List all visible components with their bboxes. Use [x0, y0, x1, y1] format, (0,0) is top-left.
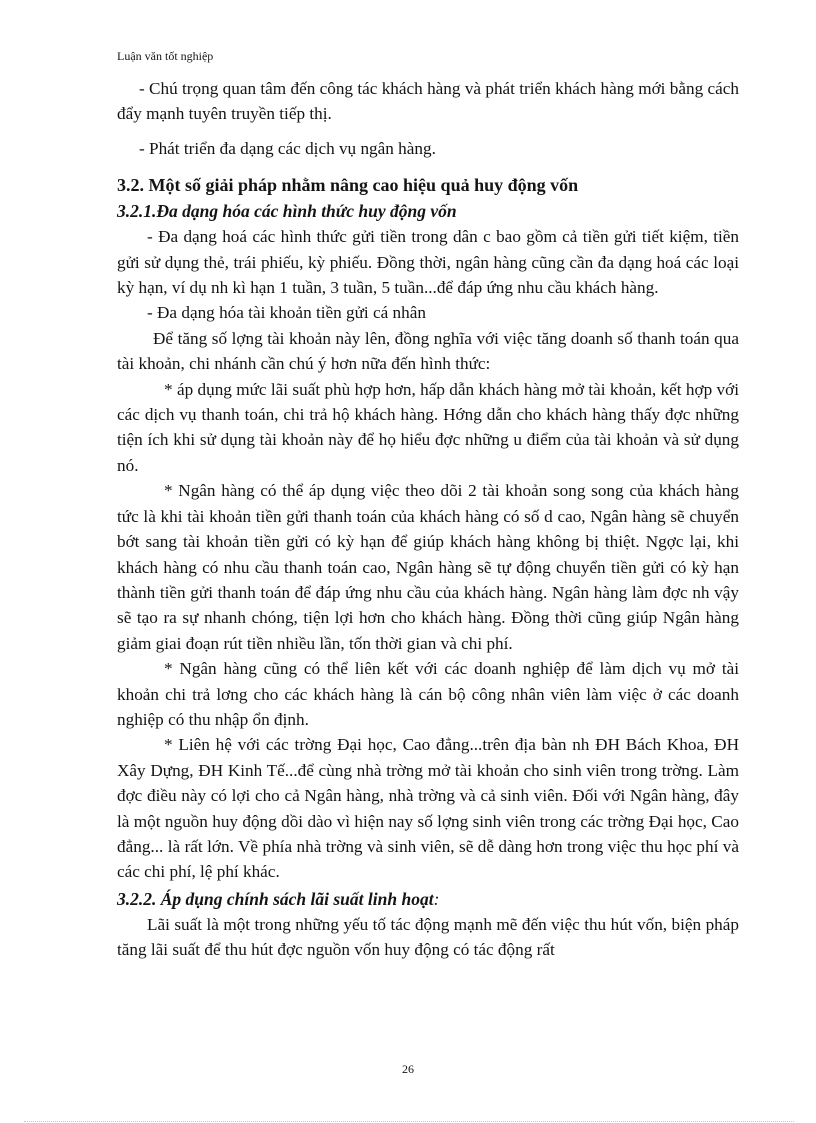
- paragraph-increase-accounts: Để tăng số lợng tài khoản này lên, đồng nghĩa với việc tăng doanh số thanh toán qua tài khoản, chi nhánh cần chú ý hơn nữa đến hình thức:: [117, 328, 739, 374]
- paragraph-interest-rate-bullet: * áp dụng mức lãi suất phù hợp hơn, hấp dẫn khách hàng mở tài khoản, kết hợp với các dịch vụ thanh toán, chi trả hộ khách hàng. Hớng dẫn cho khách hàng thấy đợc những tiện ích khi sử dụng tài khoản này để họ hiểu đợc những u điểm của tài khoản và sử dụng nó.: [117, 379, 739, 475]
- paragraph-diversify-services: - Phát triển đa dạng các dịch vụ ngân hàng.: [139, 138, 436, 158]
- paragraph-parallel-accounts-bullet: * Ngân hàng có thể áp dụng việc theo dõi 2 tài khoản song song của khách hàng tức là khi tài khoản tiền gửi thanh toán của khách hàng có số d cao, Ngân hàng sẽ chuyển bớt sang tài khoản tiền gửi có kỳ hạn để giúp khách hàng không bị thiệt. Ngợc lại, khi khách hàng có nhu cầu thanh toán cao, Ngân hàng sẽ tự động chuyển tiền gửi có kỳ hạn thành tiền gửi thanh toán để đáp ứng nhu cầu của khách hàng. Ngân hàng làm đợc nh vậy sẽ tạo ra sự nhanh chóng, tiện lợi hơn cho khách hàng. Đồng thời cũng giúp Ngân hàng giảm giai đoạn rút tiền nhiều lần, tốn thời gian và chi phí.: [117, 481, 739, 653]
- subsection-heading-3-2-2-text: 3.2.2. Áp dụng chính sách lãi suất linh hoạt: [117, 888, 434, 909]
- section-heading-3-2: 3.2. Một số giải pháp nhằm nâng cao hiệu quả huy động vốn: [117, 175, 579, 196]
- paragraph-personal-accounts: - Đa dạng hóa tài khoản tiền gửi cá nhân: [147, 303, 426, 323]
- heading-colon: :: [433, 888, 440, 909]
- running-header: Luận văn tốt nghiệp: [117, 49, 214, 63]
- subsection-heading-3-2-2: [117, 887, 739, 912]
- subsection-heading-3-2-1: 3.2.1.Đa dạng hóa các hình thức huy động vốn: [117, 201, 457, 222]
- page-number: 26: [402, 1062, 414, 1076]
- paragraph-diversify-deposit-forms: - Đa dạng hoá các hình thức gửi tiền trong dân c bao gồm cả tiền gửi tiết kiệm, tiền gửi sử dụng thẻ, trái phiếu, kỳ phiếu. Đồng thời, ngân hàng cũng cần đa dạng hoá các loại kỳ hạn, ví dụ nh kì hạn 1 tuần, 3 tuần, 5 tuần...để đáp ứng nhu cầu khách hàng.: [117, 227, 739, 298]
- paragraph-universities-bullet: * Liên hệ với các trờng Đại học, Cao đẳng...trên địa bàn nh ĐH Bách Khoa, ĐH Xây Dựng, ĐH Kinh Tế...để cùng nhà trờng mở tài khoản cho sinh viên trong trờng. Làm đợc điều này có lợi cho cả Ngân hàng, nhà trờng và cả sinh viên. Đối với Ngân hàng, đây là một nguồn huy động dồi dào vì hiện nay số lợng sinh viên trong các trờng Đại học, Cao đẳng... là rất lớn. Về phía nhà trờng và sinh viên, sẽ dễ dàng hơn trong việc thu học phí và các chi phí, lệ phí khác.: [117, 735, 739, 882]
- page-body: [117, 76, 739, 963]
- paragraph-interest-rate-policy: Lãi suất là một trong những yếu tố tác động mạnh mẽ đến việc thu hút vốn, biện pháp tăng lãi suất để thu hút đợc nguồn vốn huy động có tác động rất: [117, 914, 739, 960]
- paragraph-payroll-accounts-bullet: * Ngân hàng cũng có thể liên kết với các doanh nghiệp để làm dịch vụ mở tài khoản chi trả lơng cho các khách hàng là cán bộ công nhân viên làm việc ở các doanh nghiệp có thu nhập ổn định.: [117, 659, 739, 729]
- paragraph-customer-focus: - Chú trọng quan tâm đến công tác khách hàng và phát triển khách hàng mới bằng cách đẩy mạnh tuyên truyền tiếp thị.: [117, 79, 739, 124]
- page-bottom-divider: [24, 1121, 794, 1122]
